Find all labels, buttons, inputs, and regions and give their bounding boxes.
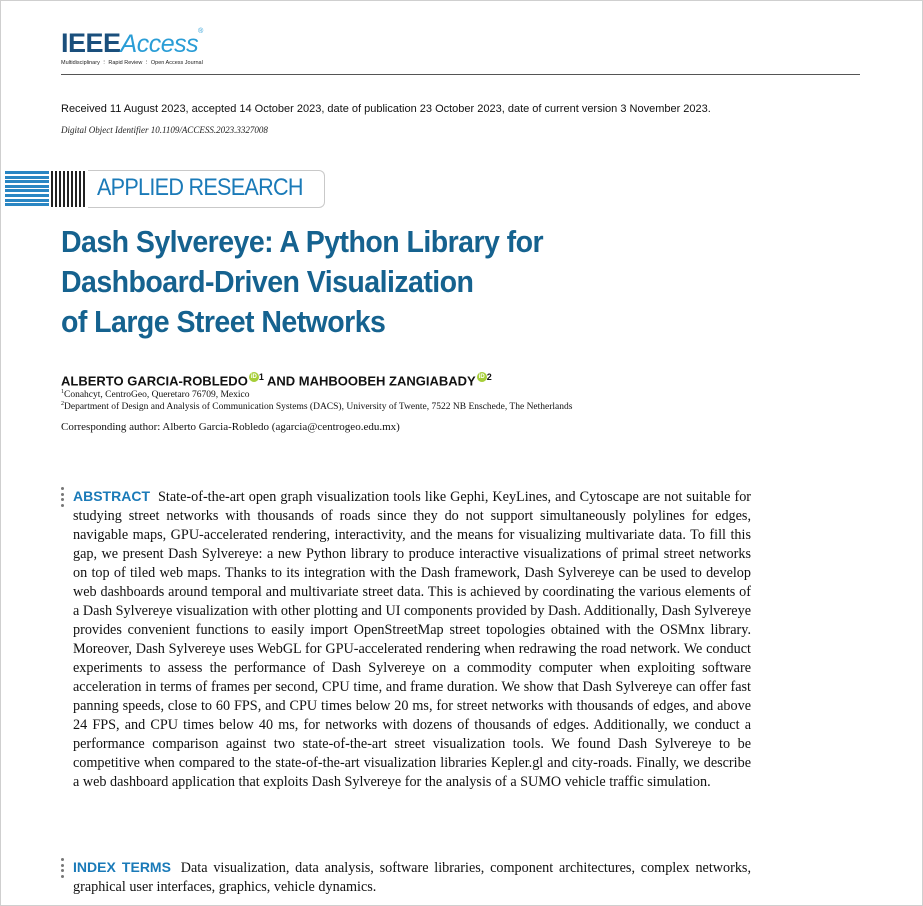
section-marker-icon bbox=[61, 487, 64, 509]
abstract-text: State-of-the-art open graph visualization tools like Gephi, KeyLines, and Cytoscape are not suitable for studying street networks with thousands of roads since they do not support simultaneously polylines for edges, navigable maps, GPU-accelerated rendering, interactivity, and the means for visualizing multivariate data. To fill this gap, we present Dash Sylvereye: a new Python library to produce interactive visualizations of primal street networks on top of tiled web maps. Thanks to its integration with the Dash framework, Dash Sylvereye can be used to develop web dashboards around temporal and multivariate street data. This is achieved by coordinating the various elements of a Dash Sylvereye visualization with other plotting and UI components provided by Dash. Additionally, Dash Sylvereye provides convenient functions to easily import OpenStreetMap street topologies obtained with the OSMnx library. Moreover, Dash Sylvereye uses WebGL for GPU-accelerated rendering when redrawing the road network. We conduct experiments to assess the performance of Dash Sylvereye on a commodity computer when exploiting software acceleration in terms of frames per second, CPU time, and frame duration. We show that Dash Sylvereye can offer fast panning speeds, close to 60 FPS, and CPU times below 20 ms, for street networks with thousands of edges, and above 24 FPS, and CPU times below 40 ms, for networks with dozens of thousands of edges. Additionally, we conduct a performance comparison against two state-of-the-art street visualization tools. We found Dash Sylvereye to be competitive when compared to the state-of-the-art visualization libraries Kepler.gl and city-roads. Finally, we describe a web dashboard application that exploits Dash Sylvereye for the analysis of a SUMO vehicle traffic simulation. bbox=[73, 489, 752, 790]
logo-tagline: Multidisciplinary ⋮ Rapid Review ⋮ Open Access Journal bbox=[61, 60, 203, 66]
title-line: of Large Street Networks bbox=[61, 304, 386, 339]
header-rule bbox=[61, 74, 860, 75]
section-marker-icon bbox=[61, 858, 64, 880]
index-terms-label: INDEX TERMS bbox=[73, 859, 171, 875]
section-label: APPLIED RESEARCH bbox=[97, 174, 303, 201]
abstract bbox=[73, 487, 751, 792]
index-terms-text: Data visualization, data analysis, software libraries, component architectures, complex networks, graphical user interfaces, graphics, vehicle dynamics. bbox=[73, 860, 751, 895]
author-affil-num: 2 bbox=[486, 372, 492, 382]
author-name: ALBERTO GARCIA-ROBLEDO bbox=[61, 373, 248, 389]
corresponding-author: Corresponding author: Alberto Garcia-Robledo (agarcia@centrogeo.edu.mx) bbox=[61, 421, 400, 433]
orcid-icon[interactable]: iD bbox=[250, 374, 257, 380]
section-stripes-decoration bbox=[5, 171, 49, 206]
logo-ieee: IEEE bbox=[61, 28, 121, 58]
affiliation-text: Conahcyt, CentroGeo, Queretaro 76709, Mexico bbox=[64, 390, 250, 401]
doi: Digital Object Identifier 10.1109/ACCESS.2023.3327008 bbox=[61, 125, 268, 135]
author-affil-num: 1 bbox=[258, 372, 264, 382]
section-barcode-decoration bbox=[51, 171, 87, 207]
authors-conjunction: AND bbox=[263, 373, 299, 389]
registered-mark: ® bbox=[198, 28, 204, 35]
affiliation bbox=[61, 389, 249, 400]
orcid-icon[interactable]: iD bbox=[478, 374, 485, 380]
author-name: MAHBOOBEH ZANGIABADY bbox=[298, 373, 476, 389]
title-line: Dash Sylvereye: A Python Library for bbox=[61, 224, 544, 259]
title-line: Dashboard-Driven Visualization bbox=[61, 264, 474, 299]
affiliation-num: 2 bbox=[61, 401, 64, 407]
index-terms bbox=[73, 858, 751, 897]
ieee-access-logo bbox=[61, 28, 203, 59]
affiliation bbox=[61, 401, 572, 412]
logo-access: Access bbox=[120, 30, 199, 58]
received-dates: Received 11 August 2023, accepted 14 October 2023, date of publication 23 October 2023, date of current version 3 November 2023. bbox=[61, 103, 711, 115]
paper-title bbox=[61, 222, 621, 342]
abstract-label: ABSTRACT bbox=[73, 488, 150, 504]
affiliation-text: Department of Design and Analysis of Communication Systems (DACS), University of Twente, 7522 NB Enschede, The Netherlands bbox=[64, 402, 573, 413]
authors bbox=[61, 372, 492, 388]
affiliation-num: 1 bbox=[61, 389, 64, 395]
